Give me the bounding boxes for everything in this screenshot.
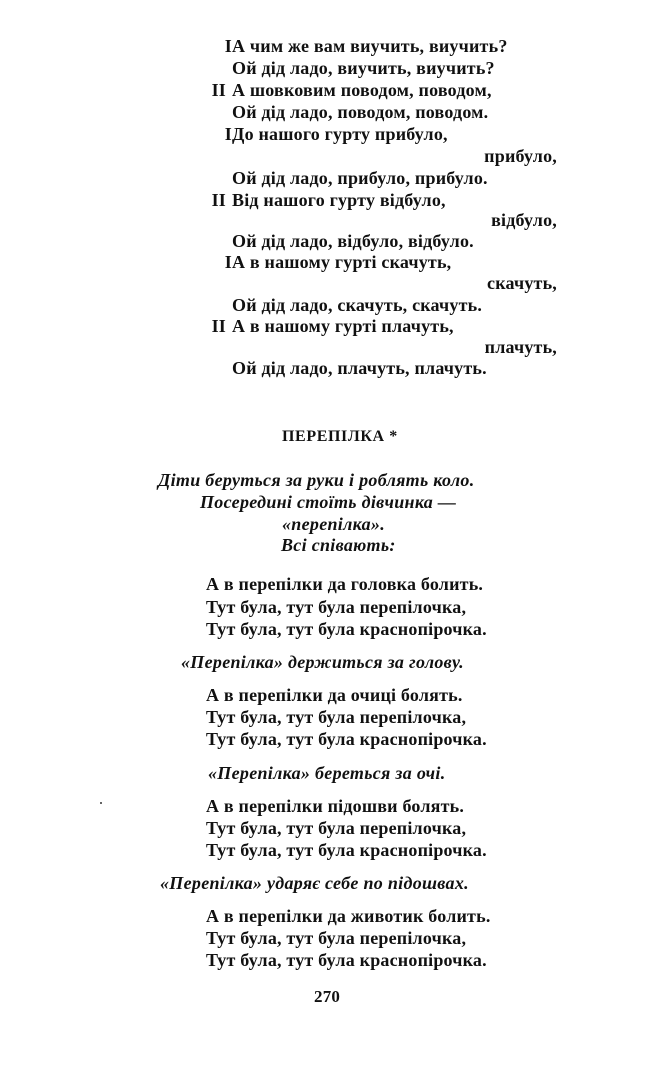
print-speck bbox=[100, 802, 102, 804]
verse-line: А в перепілки підошви болять. bbox=[206, 796, 465, 816]
verse-line: А в перепілки да очиці болять. bbox=[206, 685, 463, 705]
verse-line: II А в нашому гурті плачуть, bbox=[196, 315, 454, 337]
verse-line: Тут була, тут була краснопірочка. bbox=[206, 619, 487, 639]
page-number: 270 bbox=[314, 987, 341, 1006]
verse-line-continuation: скачуть, bbox=[487, 273, 557, 293]
verse-line: А в перепілки да животик болить. bbox=[206, 906, 491, 926]
verse-line: I А чим же вам виучить, виучить? bbox=[208, 35, 508, 57]
stage-direction: «Перепілка» ударяє себе по підошвах. bbox=[160, 873, 469, 893]
verse-line: Ой дід ладо, прибуло, прибуло. bbox=[232, 168, 488, 188]
verse-line: Тут була, тут була перепілочка, bbox=[206, 928, 467, 948]
verse-line: Ой дід ладо, плачуть, плачуть. bbox=[232, 358, 487, 378]
voice-marker: I bbox=[224, 124, 232, 144]
direction-line: Посередині стоїть дівчинка — bbox=[200, 492, 457, 512]
verse-line: Ой дід ладо, виучить, виучить? bbox=[232, 58, 495, 78]
verse-line-continuation: відбуло, bbox=[491, 210, 557, 230]
song-title: ПЕРЕПІЛКА * bbox=[282, 428, 398, 445]
verse-line: Тут була, тут була перепілочка, bbox=[206, 597, 467, 617]
verse-line: Ой дід ладо, поводом, поводом. bbox=[232, 102, 489, 122]
direction-line: Всі співають: bbox=[281, 535, 396, 555]
voice-marker: II bbox=[211, 80, 226, 100]
stage-direction: «Перепілка» держиться за голову. bbox=[181, 652, 464, 672]
voice-marker: I bbox=[224, 252, 232, 272]
verse-line: Тут була, тут була перепілочка, bbox=[206, 818, 467, 838]
direction-line: Діти беруться за руки і роблять коло. bbox=[158, 470, 475, 490]
verse-line: Тут була, тут була краснопірочка. bbox=[206, 950, 487, 970]
stage-direction: «Перепілка» береться за очі. bbox=[208, 763, 446, 783]
verse-line: Тут була, тут була краснопірочка. bbox=[206, 840, 487, 860]
verse-line: Ой дід ладо, відбуло, відбуло. bbox=[232, 231, 474, 251]
verse-line: II А шовковим поводом, поводом, bbox=[196, 79, 492, 101]
verse-line-continuation: прибуло, bbox=[484, 146, 557, 166]
voice-marker: I bbox=[224, 36, 232, 56]
verse-line-continuation: плачуть, bbox=[484, 337, 557, 357]
verse-line: I До нашого гурту прибуло, bbox=[208, 123, 448, 145]
verse-line: Тут була, тут була краснопірочка. bbox=[206, 729, 487, 749]
voice-marker: II bbox=[211, 190, 226, 210]
direction-line: «перепілка». bbox=[282, 514, 386, 534]
verse-line: Ой дід ладо, скачуть, скачуть. bbox=[232, 295, 483, 315]
verse-line: А в перепілки да головка болить. bbox=[206, 574, 484, 594]
verse-line: Тут була, тут була перепілочка, bbox=[206, 707, 467, 727]
verse-line: I А в нашому гурті скачуть, bbox=[208, 251, 451, 273]
verse-line: II Від нашого гурту відбуло, bbox=[196, 189, 446, 211]
voice-marker: II bbox=[211, 316, 226, 336]
